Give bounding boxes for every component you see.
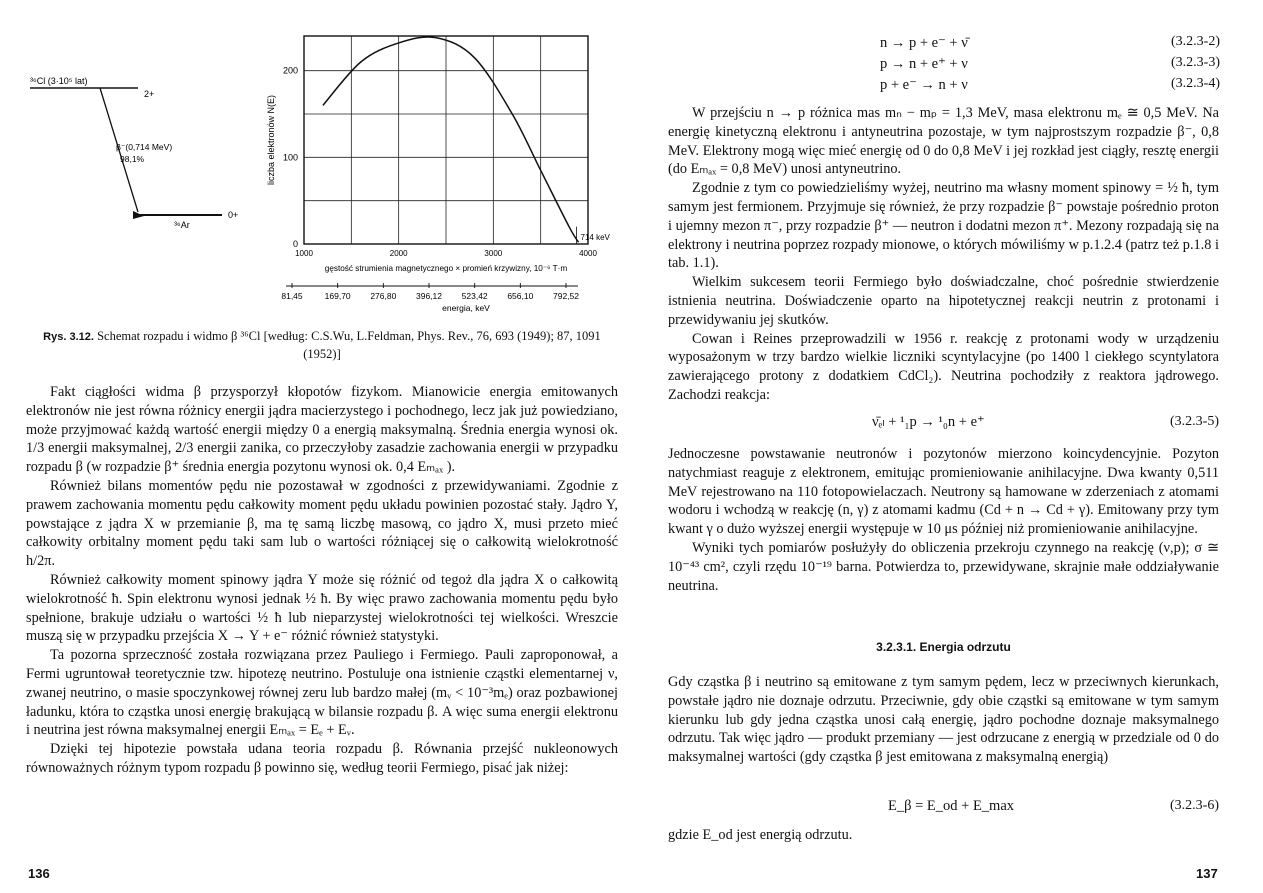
energy-tick-label: 523,42 bbox=[461, 291, 488, 301]
caption-label: Rys. 3.12. bbox=[43, 331, 94, 343]
equation-6: E_β = E_od + E_max bbox=[888, 798, 1015, 814]
branch-ratio: 98,1% bbox=[120, 154, 145, 164]
decay-scheme bbox=[26, 72, 256, 232]
equation-block-top bbox=[880, 34, 1220, 97]
paragraph-r5: Jednoczesne powstawanie neutronów i pozytonów mierzono koincydencyjnie. Pozyton natychmiast reaguje z elektronem, emitując promieniowanie anihilacyjne. Dwa kwanty 0,511 MeV rejestrowano na 110 fotopowielaczach. Neutrony są hamowane w zderzeniach z atomami wodoru i wchodzą w reakcję (n, γ) z atomami kadmu (Cd + n → Cd + γ). Emitowany przy tym kwant γ o dużo wyższej energii występuje w 10 μs później niż promieniowanie anihilacyjne. bbox=[668, 446, 1219, 538]
right-body-c bbox=[668, 673, 1219, 767]
energy-tick-label: 396,12 bbox=[416, 291, 442, 301]
beta-spectrum-chart bbox=[258, 30, 628, 320]
energy-tick-label: 276,80 bbox=[370, 291, 397, 301]
x-tick-label: 4000 bbox=[579, 249, 597, 258]
equation-3: p + e⁻ → n + ν bbox=[880, 77, 968, 93]
equation-2-number: (3.2.3-3) bbox=[1171, 55, 1220, 70]
paragraph-r2: Zgodnie z tym co powiedzieliśmy wyżej, neutrino ma własny moment spinowy = ½ ħ, tym samym jest fermionem. Przyjmuje się również, że przy rozpadzie β⁻ powstaje pośrednio proton i ujemny mezon π⁻, przy rozpadzie β⁺ — neutron i dodatni mezon π⁺. Mezony rozpadają się na elektrony i neutrina poprzez rozpady mionowe, o których mówiliśmy w p.1.2.4 (patrz też p.1.8 i tab. 1.1). bbox=[668, 180, 1219, 272]
paragraph-r4: Cowan i Reines przeprowadzili w 1956 r. reakcję z protonami wody w urządzeniu wyposażonym w trzy bardzo wielkie liczniki scyntylacyjne (po 1400 l ciekłego scyntylatora zawierającego protony z dodatkiem CdCl₂). Neutrina pochodziły z reaktora jądrowego. Zachodzi reakcja: bbox=[668, 330, 1219, 403]
y-tick-label: 0 bbox=[292, 239, 298, 249]
equation-5-number: (3.2.3-5) bbox=[1170, 414, 1219, 429]
paragraph-5: Dzięki tej hipotezie powstała udana teoria rozpadu β. Równania przejść nukleonowych równoważnych różnym typom rozpadu β powinno się, według teorii Fermiego, pisać jak niżej: bbox=[26, 741, 618, 776]
parent-spin: 2+ bbox=[144, 89, 155, 99]
branch-label: β⁻(0,714 MeV) bbox=[116, 142, 173, 152]
paragraph-r7: Gdy cząstka β i neutrino są emitowane z tym samym pędem, lecz w przeciwnych kierunkach, powstałe jądro nie doznaje odrzutu. Przeciwnie, gdy obie cząstki są emitowane w tym samym kierunku lub gdy jedna cząstka unosi całą energię, jądro pochodne doznaje maksymalnego odrzutu. Tak więc jądro — produkt przemiany — jest odrzucane z energią w przedziale od 0 do maksymalnej wartości (gdy cząstka β jest emitowana z maksymalną energią) bbox=[668, 674, 1219, 766]
x-axis-label: gęstość strumienia magnetycznego × promień krzywizny, 10⁻⁶ T·m bbox=[324, 264, 568, 273]
paragraph-r1: W przejściu n → p różnica mas mₙ − mₚ = 1,3 MeV, masa elektronu mₑ ≅ 0,5 MeV. Na energię kinetyczną elektronu i antyneutrina pozostaje, w tym najprostszym rozpadzie β⁻, 0,8 MeV. Elektrony mogą więc mieć energię od 0 do 0,8 MeV i jej rozkład jest ciągły, resztę energii (do Eₘₐₓ = 0,8 MeV) unosi antyneutrino. bbox=[668, 105, 1219, 178]
paragraph-r3: Wielkim sukcesem teorii Fermiego było doświadczalne, choć pośrednie stwierdzenie istnienia neutrina. Doświadczenie oparto na hipotetycznej reakcji neutrin z protonami i przewidywaniu jej skutków. bbox=[668, 274, 1219, 328]
section-heading: 3.2.3.1. Energia odrzutu bbox=[876, 640, 1011, 654]
figure-caption bbox=[26, 328, 618, 363]
x-tick-label: 3000 bbox=[484, 249, 503, 258]
y-tick-label: 100 bbox=[282, 152, 298, 163]
daughter-label: ³⁶Ar bbox=[174, 220, 190, 230]
paragraph-1: Fakt ciągłości widma β przysporzył kłopotów fizykom. Mianowicie energia emitowanych elektronów nie jest równa różnicy energii jądra macierzystego i pochodnego, lecz jak już powiedziano, może przyjmować każdą wartość energii między 0 a energią maksymalną. Średnia energia wynosi ok. 1/3 energii maksymalnej, 2/3 energii zanika, co przeczyłoby zasadzie zachowania energii w przypadku rozpadu β (w rozpadzie β⁺ średnia energia pozytonu wynosi ok. 0,4 Eₘₐₓ ). bbox=[26, 384, 618, 476]
equation-bottom bbox=[668, 798, 1219, 818]
page-number-left: 136 bbox=[28, 866, 50, 881]
equation-1-number: (3.2.3-2) bbox=[1171, 34, 1220, 49]
spectrum-curve bbox=[323, 37, 579, 242]
paragraph-2: Również bilans momentów pędu nie pozostawał w zgodności z przewidywaniami. Zgodnie z prawem zachowania momentu pędu całkowity moment pędu układu powinien pozostać stały. Jądro Y, powstające z jądra X w przemianie β, ma tę samą liczbę masową, co jądro X, musi przeto mieć całkowity orbitalny moment pędu taki sam lub o wartości różniącej się o całkowitą wielokrotność h/2π. bbox=[26, 477, 618, 570]
chart-grid bbox=[304, 36, 588, 244]
right-body-a bbox=[668, 104, 1219, 405]
paragraph-r6: Wyniki tych pomiarów posłużyły do obliczenia przekroju czynnego na reakcję (ν,p); σ ≅ 10⁻⁴³ cm², czyli rzędu 10⁻¹⁹ barna. Potwierdza to, przewidywane, skrajnie małe oddziaływanie neutrina. bbox=[668, 539, 1219, 594]
x-tick-label: 2000 bbox=[389, 249, 408, 258]
energy-tick-label: 169,70 bbox=[324, 291, 351, 301]
paragraph-4: Ta pozorna sprzeczność została rozwiązana przez Pauliego i Fermiego. Pauli zaproponował, a Fermi ugruntował teoretycznie tzw. hipotezę neutrino. Postuluje ona istnienie cząstki elementarnej ν, zwanej neutrino, o masie spoczynkowej równej zeru lub bardzo małej (mᵥ < 10⁻³mₑ) oraz pozbawionej ładunku, która to cząstka unosi energię brakującą w bilansie rozpadu β. A więc suma energii elektronu i neutrina jest równa maksymalnej energii Eₘₐₓ = Eₑ + Eᵥ. bbox=[26, 647, 618, 739]
equation-mid bbox=[668, 414, 1219, 434]
page-number-right: 137 bbox=[1196, 866, 1218, 881]
energy-tick-label: 656,10 bbox=[507, 291, 534, 301]
energy-tick-label: 792,52 bbox=[553, 291, 579, 301]
parent-label: ³⁶Cl (3·10⁵ lat) bbox=[30, 76, 88, 86]
left-body bbox=[26, 383, 618, 778]
energy-tick-label: 81,45 bbox=[281, 291, 303, 301]
paragraph-3: Również całkowity moment spinowy jądra Y może się różnić od tegoż dla jądra X o całkowitą wielokrotność ħ. Spin elektronu wynosi jednak ½ ħ. By więc prawo zachowania momentu pędu było spełnione, brakuje udziału o wartości ½ ħ lub nieparzystej wielokrotności tej wielkości. Wreszcie muszą się w przypadku przejścia X → Y + e⁻ różnić również statystyki. bbox=[26, 571, 618, 645]
equation-3-number: (3.2.3-4) bbox=[1171, 76, 1220, 91]
y-tick-label: 200 bbox=[282, 65, 298, 76]
closing-line: gdzie E_od jest energią odrzutu. bbox=[668, 827, 853, 843]
endpoint-annotation: 714 keV bbox=[580, 233, 610, 242]
daughter-spin: 0+ bbox=[228, 210, 239, 220]
caption-text: Schemat rozpadu i widmo β ³⁶Cl [według: C.S.Wu, L.Feldman, Phys. Rev., 76, 693 (1949); 87, 1091 (1952)] bbox=[97, 329, 601, 361]
energy-axis-label: energia, keV bbox=[442, 303, 490, 313]
equation-5: ν̄ₑₗ + ¹₁p → ¹₀n + e⁺ bbox=[872, 414, 985, 430]
equation-1: n → p + e⁻ + ν̄ bbox=[880, 35, 968, 51]
x-tick-label: 1000 bbox=[295, 249, 313, 258]
y-axis-label: liczba elektronów N(E) bbox=[266, 94, 276, 186]
right-body-b bbox=[668, 445, 1219, 595]
equation-2: p → n + e⁺ + ν bbox=[880, 56, 968, 72]
equation-6-number: (3.2.3-6) bbox=[1170, 798, 1219, 813]
